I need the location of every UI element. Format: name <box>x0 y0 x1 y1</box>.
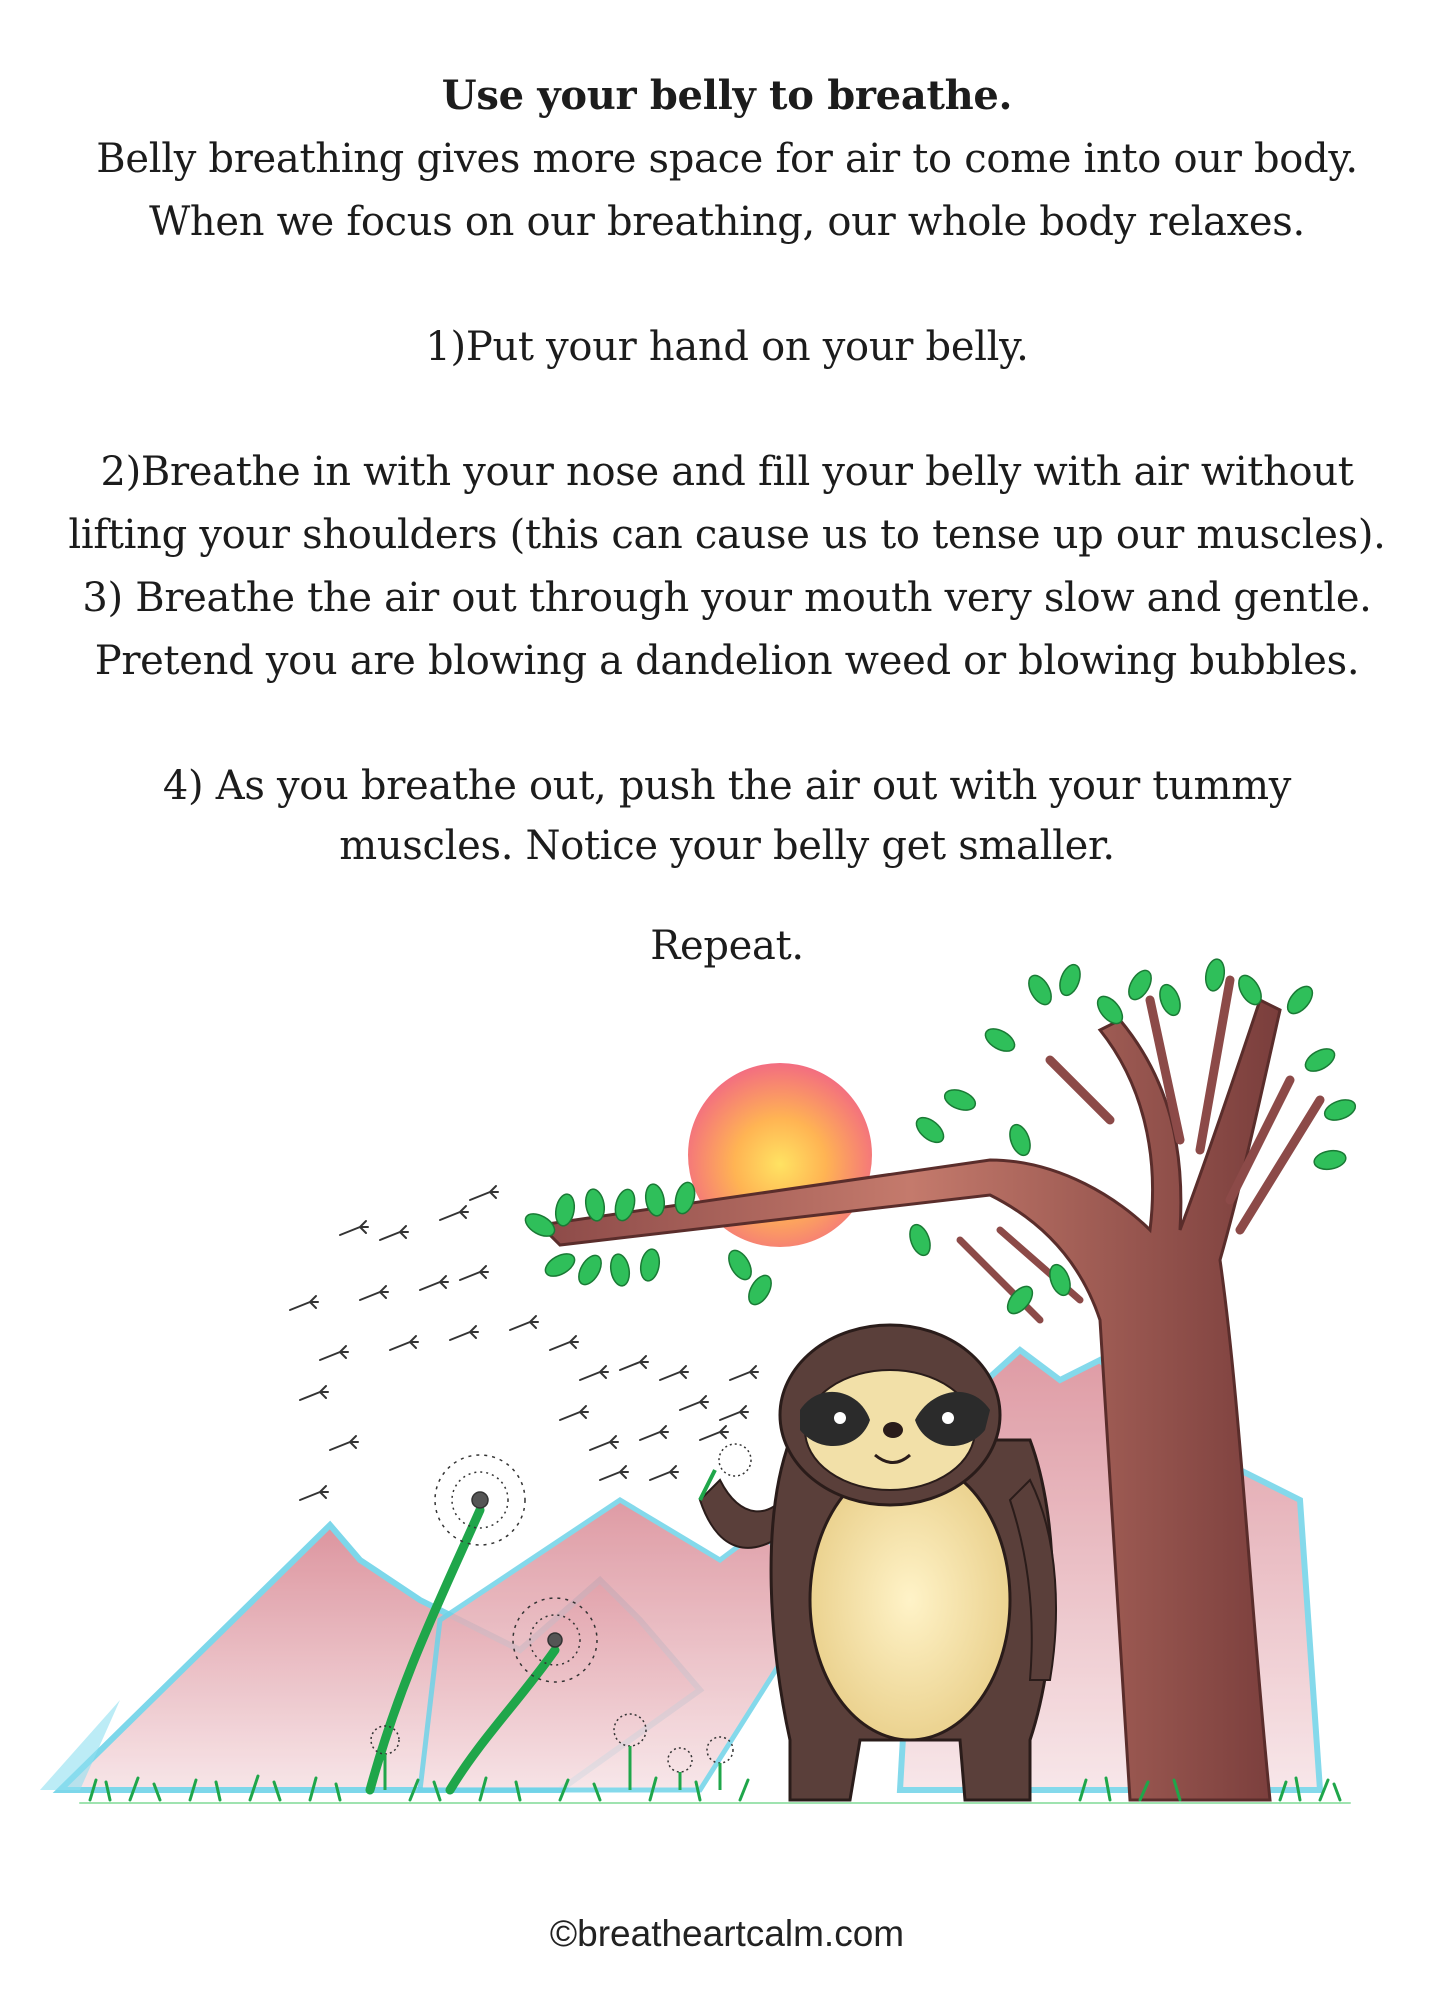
step-2-line-1: 2)Breathe in with your nose and fill your belly with air without <box>100 449 1354 495</box>
step-4-line-2: muscles. Notice your belly get smaller. <box>339 823 1115 869</box>
step-1: 1)Put your hand on your belly. <box>425 324 1029 370</box>
intro-line-1: Belly breathing gives more space for air to come into our body. <box>96 136 1358 182</box>
copyright-footer: ©breatheartcalm.com <box>549 1913 905 1954</box>
dandelion-seeds <box>290 1186 758 1500</box>
repeat-text: Repeat. <box>650 923 804 969</box>
step-2-line-2: lifting your shoulders (this can cause us to tense up our muscles). <box>68 512 1386 558</box>
step-3-line-1: 3) Breathe the air out through your mouth very slow and gentle. <box>82 575 1372 621</box>
intro-line-2: When we focus on our breathing, our whole body relaxes. <box>149 199 1305 245</box>
step-4-line-1: 4) As you breathe out, push the air out with your tummy <box>162 763 1292 809</box>
step-3-line-2: Pretend you are blowing a dandelion weed or blowing bubbles. <box>94 638 1360 684</box>
page-title: Use your belly to breathe. <box>441 72 1013 119</box>
